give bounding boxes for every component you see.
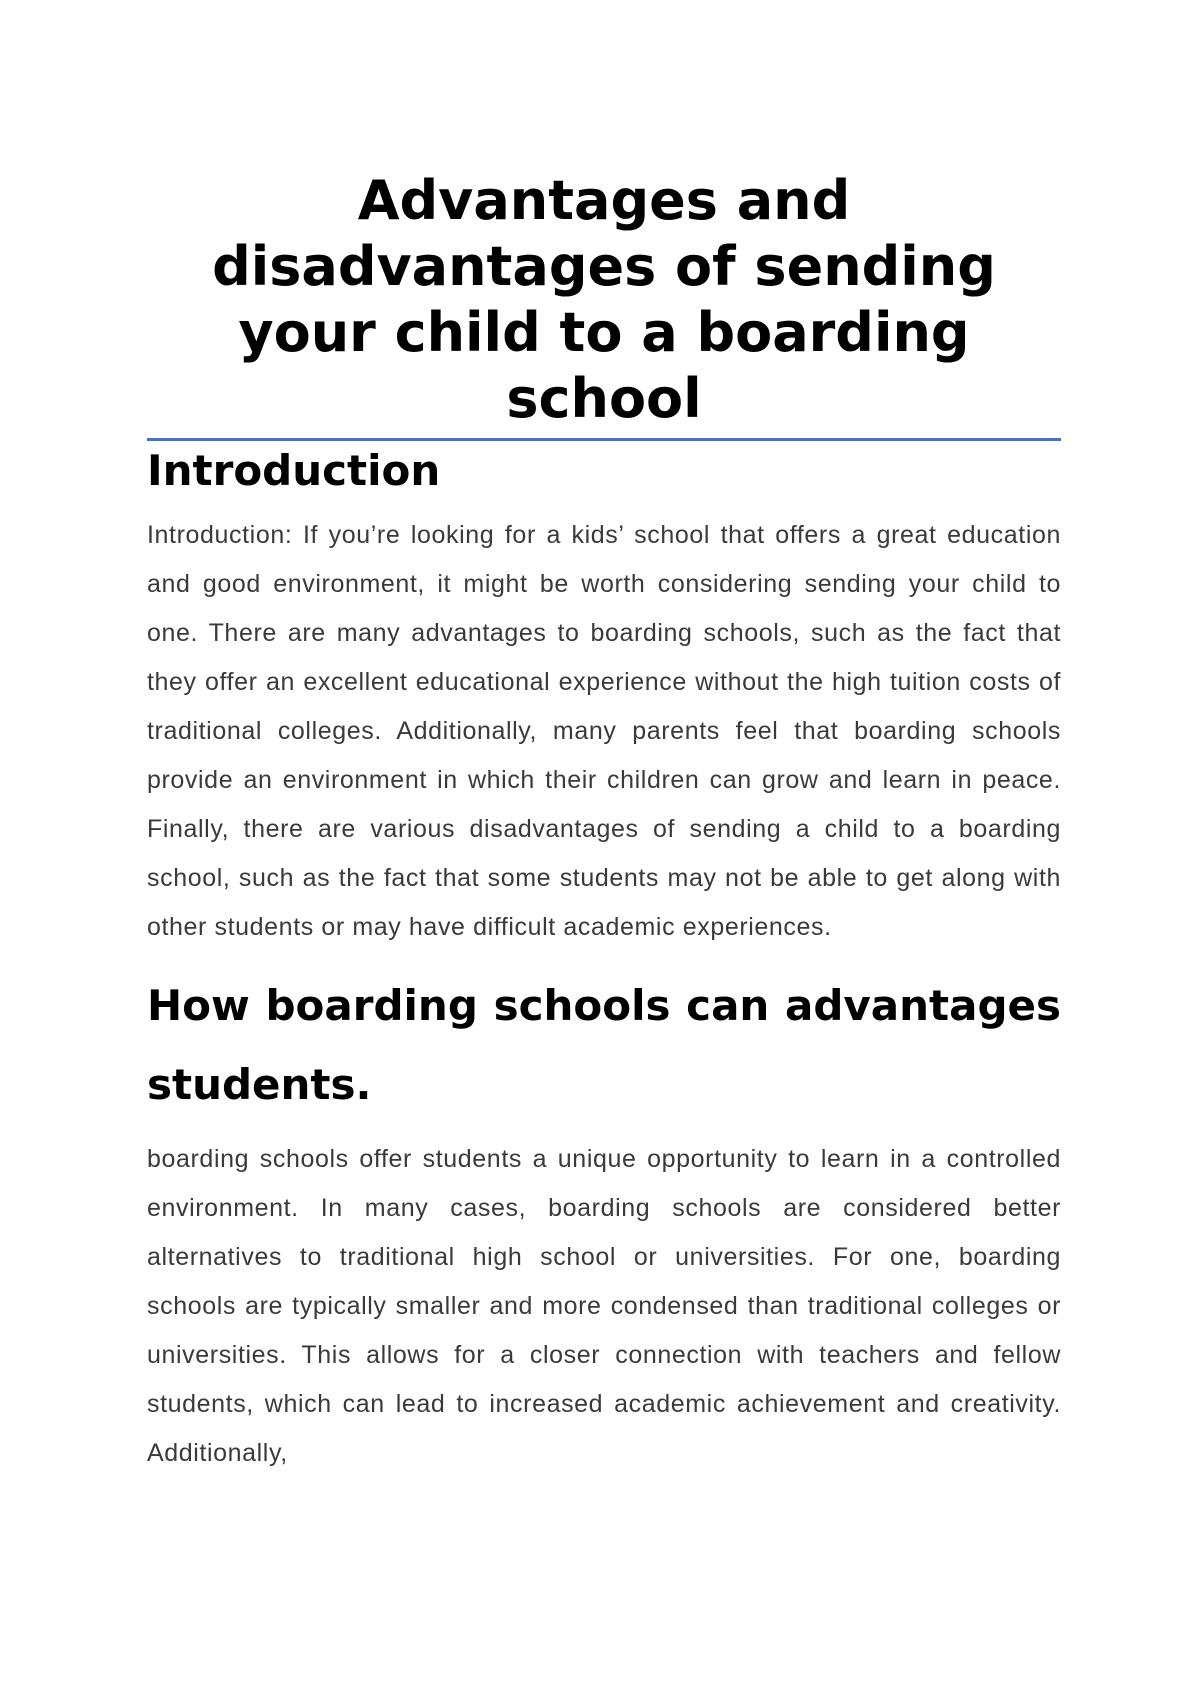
document-content [147,168,1061,1478]
title-divider [147,438,1061,441]
section-heading-advantages: How boarding schools can advantages students. [147,981,1061,1109]
section-body-advantages: boarding schools offer students a unique opportunity to learn in a controlled environment. In many cases, boarding schools are considered better alternatives to traditional high school or universities. For one, boarding schools are typically smaller and more condensed than traditional colleges or universities. This allows for a closer connection with teachers and fellow students, which can lead to increased academic achievement and creativity. Additionally, [147,1145,1061,1467]
section-body-introduction: Introduction: If you’re looking for a kids’ school that offers a great education and good environment, it might be worth considering sending your child to one. There are many advantages to boarding schools, such as the fact that they offer an excellent educational experience without the high tuition costs of traditional colleges. Additionally, many parents feel that boarding schools provide an environment in which their children can grow and learn in peace. Finally, there are various disadvantages of sending a child to a boarding school, such as the fact that some students may not be able to get along with other students or may have difficult academic experiences. [147,521,1061,941]
document-title: Advantages and disadvantages of sending your child to a boarding school [212,169,996,430]
section-heading-introduction: Introduction [147,446,441,495]
